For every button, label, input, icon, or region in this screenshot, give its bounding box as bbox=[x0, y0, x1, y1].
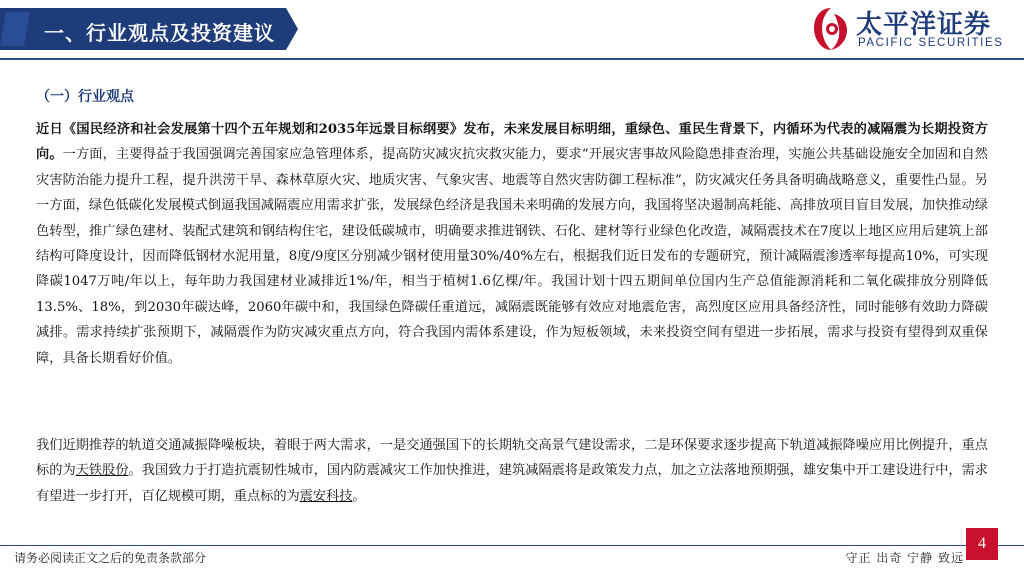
paragraph-body: 一方面，主要得益于我国强调完善国家应急管理体系，提高防灾减灾抗灾救灾能力，要求“开展灾害事故风险隐患排查治理，实施公共基础设施安全加固和自然灾害防治能力提升工程，提升洪涝干旱、森林草原火灾、地质灾害、气象灾害、地震等自然灾害防御工程标准”，防灾减灾任务具备明确战略意义，重要性凸显。另一方面，绿色低碳化发展模式倒逼我国减隔震应用需求扩张，发展绿色经济是我国未来明确的发展方向，我国将坚决遏制高耗能、高排放项目盲目发展，加快推动绿色转型，推广绿色建材、装配式建筑和钢结构住宅，建设低碳城市，明确要求推进钢铁、石化、建材等行业绿色化改造，减隔震技术在7度以上地区应用后建筑上部结构可降度设计，因而降低钢材水泥用量，8度/9度区分别减少钢材使用量30%/40%左右，根据我们近日发布的专题研究，预计减隔震渗透率每提高10%，可实现降碳1047万吨/年以上，每年助力我国建材业减排近1%/年，相当于植树1.6亿棵/年。我国计划十四五期间单位国内生产总值能源消耗和二氧化碳排放分别降低13.5%、18%，到2030年碳达峰，2060年碳中和，我国绿色降碳任重道远，减隔震既能够有效应对地震危害，高烈度区应用具备经济性，同时能够有效助力降碳减排。需求持续扩张预期下，减隔震作为防灾减灾重点方向，符合我国内需体系建设，作为短板领域，未来投资空间有望进一步拓展，需求与投资有望得到双重保障，具备长期看好价值。 bbox=[36, 147, 988, 366]
page-number: 4 bbox=[966, 528, 998, 560]
page-title: 一、行业观点及投资建议 bbox=[44, 21, 275, 45]
header-banner bbox=[0, 8, 298, 50]
footer-disclaimer: 请务必阅读正文之后的免责条款部分 bbox=[14, 551, 207, 565]
paragraph-industry-view bbox=[36, 117, 988, 371]
section-heading: （一）行业观点 bbox=[36, 89, 134, 105]
logo-english-name: PACIFIC SECURITIES bbox=[858, 37, 1004, 49]
logo-mark-icon bbox=[812, 6, 850, 52]
header-divider bbox=[0, 58, 1024, 60]
paragraph-text-3: 。 bbox=[352, 488, 366, 504]
paragraph-lead-bold: 近日《国民经济和社会发展第十四个五年规划和2035年远景目标纲要》发布，未来发展目标明细，重绿色、重民生背景下，内循环为代表的减隔震为长期投资方向。 bbox=[36, 122, 988, 163]
footer-divider bbox=[0, 545, 1024, 546]
footer-motto: 守正 出奇 宁静 致远 bbox=[845, 551, 964, 565]
logo-chinese-name: 太平洋证券 bbox=[856, 10, 992, 40]
company-logo bbox=[812, 4, 1012, 56]
paragraph-recommendations bbox=[36, 433, 988, 509]
stock-link-zhenan[interactable]: 震安科技 bbox=[299, 488, 353, 504]
paragraph-text-2: 。我国致力于打造抗震韧性城市，国内防震减灾工作加快推进，建筑减隔震将是政策发力点，加之立法落地预期强，雄安集中开工建设进行中，需求有望进一步打开，百亿规模可期，重点标的为 bbox=[36, 463, 988, 504]
stock-link-tiantie[interactable]: 天铁股份 bbox=[75, 463, 129, 479]
paragraph-text-1: 我们近期推荐的轨道交通减振降噪板块，着眼于两大需求，一是交通强国下的长期轨交高景气建设需求，二是环保要求逐步提高下轨道减振降噪应用比例提升，重点标的为 bbox=[36, 438, 988, 479]
